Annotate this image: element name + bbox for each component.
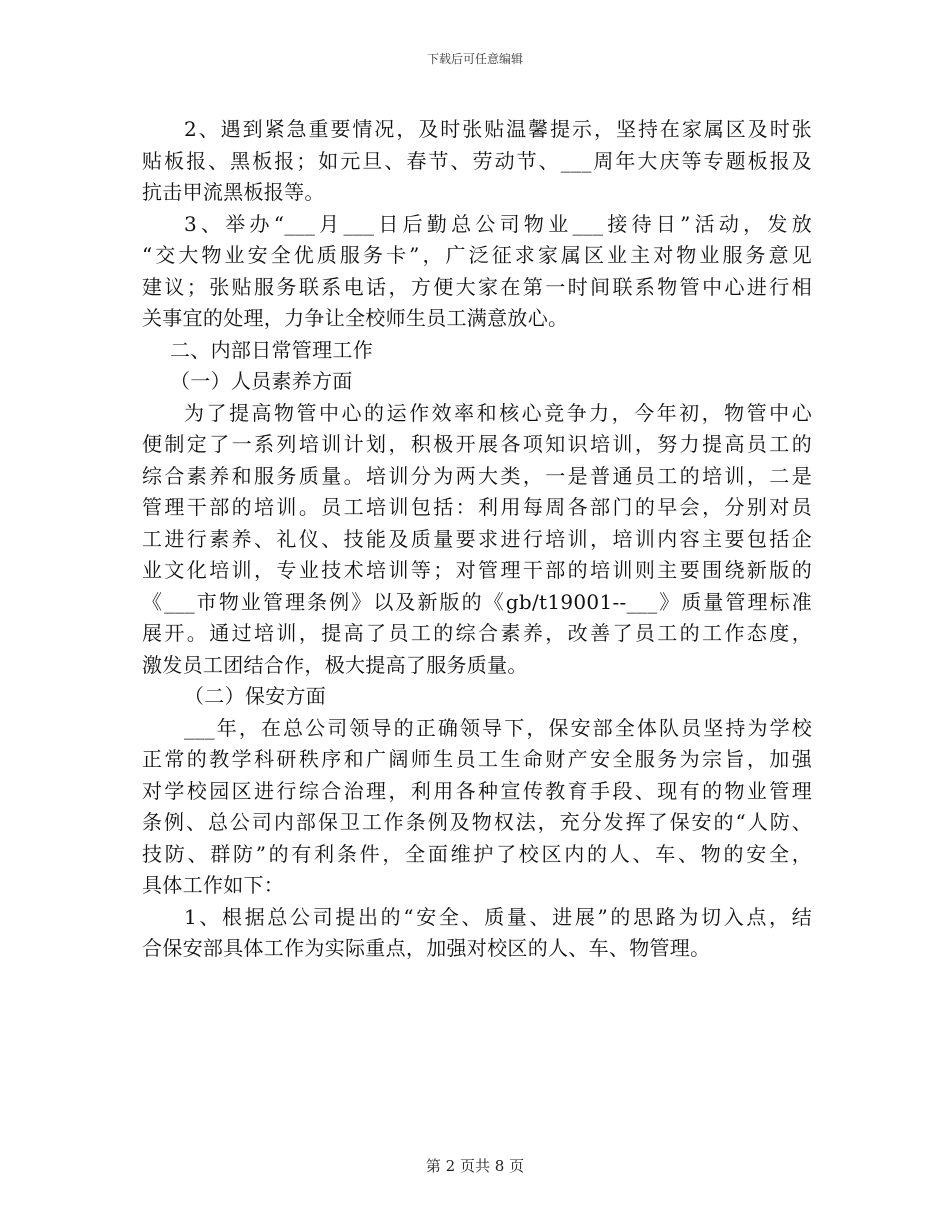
paragraph-line: 业文化培训，专业技术培训等；对管理干部的培训则主要围绕新版的 <box>142 558 812 582</box>
paragraph-line: 3、举办“___月___日后勤总公司物业___接待日”活动，发放 <box>184 211 812 236</box>
paragraph-line: 关事宜的处理，力争让全校师生员工满意放心。 <box>142 306 569 330</box>
paragraph-line: ___年，在总公司领导的正确领导下，保安部全体队员坚持为学校 <box>184 715 812 740</box>
paragraph-line: 2、遇到紧急重要情况，及时张贴温馨提示，坚持在家属区及时张 <box>184 117 812 141</box>
subsection-heading: （一）人员素养方面 <box>170 369 353 393</box>
page-header: 下载后可任意编辑 <box>426 52 523 66</box>
paragraph-line: 技防、群防”的有利条件，全面维护了校区内的人、车、物的安全， <box>142 841 812 866</box>
document-body <box>142 114 812 965</box>
paragraph-line: 条例、总公司内部保卫工作条例及物权法，充分发挥了保安的“人防、 <box>142 810 812 834</box>
paragraph-line: 贴板报、黑板报；如元旦、春节、劳动节、___周年大庆等专题板报及 <box>142 148 812 173</box>
section-heading: 二、内部日常管理工作 <box>170 337 373 362</box>
paragraph-line: 正常的教学科研秩序和广阔师生员工生命财产安全服务为宗旨，加强 <box>142 747 812 771</box>
paragraph-line: 工进行素养、礼仪、技能及质量要求进行培训，培训内容主要包括企 <box>142 526 812 551</box>
paragraph-line: 为了提高物管中心的运作效率和核心竞争力，今年初，物管中心 <box>184 400 812 425</box>
paragraph-line: 具体工作如下： <box>142 873 285 897</box>
page-footer: 第 2 页共 8 页 <box>425 1157 525 1175</box>
paragraph-line: 合保安部具体工作为实际重点，加强对校区的人、车、物管理。 <box>142 936 711 960</box>
paragraph-line: 建议；张贴服务联系电话，方便大家在第一时间联系物管中心进行相 <box>142 274 812 299</box>
paragraph-line: 1、根据总公司提出的“安全、质量、进展”的思路为切入点，结 <box>184 904 812 929</box>
paragraph-line: 对学校园区进行综合治理，利用各种宣传教育手段、现有的物业管理 <box>142 778 812 803</box>
paragraph-line: 激发员工团结合作，极大提高了服务质量。 <box>142 652 528 677</box>
paragraph-line: 《___市物业管理条例》以及新版的《gb/t19001--___》质量管理标准 <box>142 589 812 614</box>
paragraph-line: 展开。通过培训，提高了员工的综合素养，改善了员工的工作态度， <box>142 621 812 645</box>
paragraph-line: 便制定了一系列培训计划，积极开展各项知识培训，努力提高员工的 <box>142 432 812 456</box>
paragraph-line: 综合素养和服务质量。培训分为两大类，一是普通员工的培训，二是 <box>142 463 812 488</box>
paragraph-line: “交大物业安全优质服务卡”，广泛征求家属区业主对物业服务意见 <box>142 243 812 267</box>
paragraph-line: 管理干部的培训。员工培训包括：利用每周各部门的早会，分别对员 <box>142 495 812 519</box>
subsection-heading: （二）保安方面 <box>184 684 327 708</box>
paragraph-line: 抗击甲流黑板报等。 <box>142 180 325 204</box>
